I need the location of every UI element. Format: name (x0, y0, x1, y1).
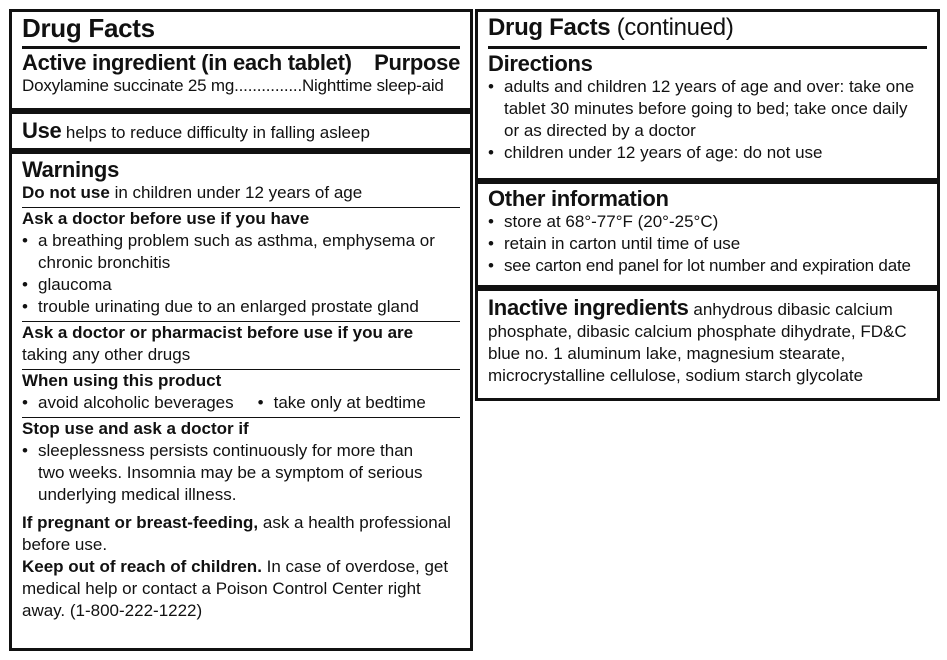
other-information-heading: Other information (488, 186, 669, 211)
warnings-heading: Warnings (22, 157, 120, 182)
ask-pharmacist-text: taking any other drugs (22, 345, 191, 364)
warnings-box (9, 151, 473, 651)
drug-facts-continued-box (475, 9, 940, 181)
other-information-list (488, 211, 927, 277)
directions-heading: Directions (488, 51, 593, 76)
ask-pharmacist-heading: Ask a doctor or pharmacist before use if you are (22, 323, 414, 342)
do-not-use-label: Do not use (22, 183, 110, 202)
do-not-use-text: in children under 12 years of age (114, 183, 363, 202)
keep-out-label: Keep out of reach of children. (22, 557, 262, 576)
drug-facts-title: Drug Facts (22, 13, 155, 43)
inactive-ingredients-heading: Inactive ingredients (488, 295, 689, 320)
list-item: • avoid alcoholic beverages (22, 392, 234, 414)
list-item: • take only at bedtime (258, 392, 426, 414)
list-item: • store at 68°-77°F (20°-25°C) (488, 211, 927, 233)
keep-out-text: In case of overdose, get medical help or contact a Poison Control Center right away. (1-800-222-1222) (22, 557, 449, 620)
use-heading: Use (22, 118, 62, 143)
inactive-ingredients-box (475, 288, 940, 401)
list-item: • trouble urinating due to an enlarged prostate gland (22, 296, 460, 318)
stop-use-heading: Stop use and ask a doctor if (22, 419, 249, 438)
use-text: helps to reduce difficulty in falling asleep (65, 123, 370, 142)
list-item: • retain in carton until time of use (488, 233, 927, 255)
inactive-ingredients-text: anhydrous dibasic calcium phosphate, dibasic calcium phosphate dihydrate, FD&C blue no. 1 aluminum lake, magnesium stearate, microcrystalline cellulose, sodium starch glycolate (488, 300, 907, 385)
ask-doctor-heading: Ask a doctor before use if you have (22, 209, 310, 228)
continued-label: (continued) (616, 14, 734, 41)
ask-doctor-list (22, 230, 460, 318)
list-item: • sleeplessness persists continuously for more than two weeks. Insomnia may be a symptom of serious underlying medical illness. (22, 440, 430, 506)
list-item: • children under 12 years of age: do not use (488, 142, 927, 164)
pregnant-label: If pregnant or breast-feeding, (22, 513, 259, 532)
directions-list (488, 76, 927, 164)
active-ingredient-line: Doxylamine succinate 25 mg...............Nighttime sleep-aid (22, 76, 444, 95)
use-box (9, 111, 473, 151)
when-using-heading: When using this product (22, 371, 222, 390)
list-item: • glaucoma (22, 274, 460, 296)
pregnant-text: ask a health professional before use. (22, 513, 451, 554)
stop-use-list (22, 440, 460, 506)
list-item: • a breathing problem such as asthma, emphysema or chronic bronchitis (22, 230, 460, 274)
continued-title: Drug Facts (488, 14, 611, 41)
active-ingredient-heading: Active ingredient (in each tablet) (22, 50, 352, 75)
drug-facts-box-1 (9, 9, 473, 111)
purpose-heading: Purpose (374, 50, 460, 75)
list-item: • see carton end panel for lot number and expiration date (488, 255, 927, 277)
when-using-list (22, 392, 460, 414)
other-information-box (475, 181, 940, 288)
list-item: • adults and children 12 years of age and over: take one tablet 30 minutes before going to bed; take once daily or as directed by a doctor (488, 76, 927, 142)
